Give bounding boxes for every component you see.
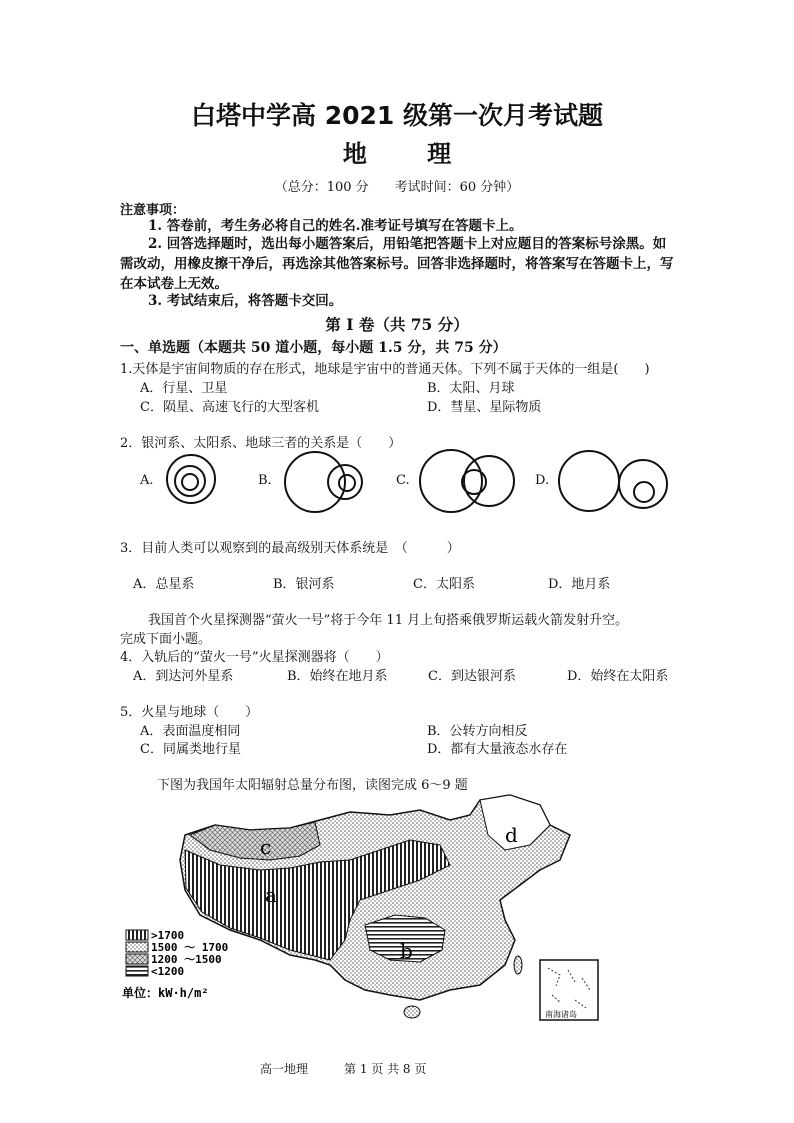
q2-option-a: A. xyxy=(140,473,154,488)
q1-stem: 1.天体是宇宙间物质的存在形式，地球是宇宙中的普通天体。下列不属于天体的一组是( ) xyxy=(120,362,650,377)
map-label-d: d xyxy=(505,823,518,847)
diagram-c-circles xyxy=(420,450,514,512)
notice-item-1: 1. 答卷前，考生务必将自己的姓名.准考证号填写在答题卡上。 xyxy=(148,218,523,234)
q4-option-a: A．到达河外星系 xyxy=(133,669,234,684)
map-intro: 下图为我国年太阳辐射总量分布图，读图完成 6～9 题 xyxy=(157,778,468,793)
footer-subject: 高一地理 xyxy=(260,1062,309,1076)
taiwan-island xyxy=(514,956,522,974)
south-china-sea-inset xyxy=(540,960,598,1020)
exam-title: 白塔中学高 2021 级第一次月考试题 xyxy=(191,101,603,130)
q4-option-d: D．始终在太阳系 xyxy=(567,669,669,684)
notice-item-2: 2. 回答选择题时，选出每小题答案后，用铅笔把答题卡上对应题目的答案标号涂黑。如需改动，用橡皮擦干净后，再选涂其他答案标号。回答非选择题时，将答案写在答题卡上，写在本试卷上无效。 xyxy=(120,236,674,292)
q4-option-c: C．到达银河系 xyxy=(428,669,516,684)
china-solar-radiation-map xyxy=(120,790,620,1030)
q5-option-b: B．公转方向相反 xyxy=(427,724,528,739)
q2-option-b: B. xyxy=(258,473,272,488)
q3-option-d: D．地月系 xyxy=(548,577,611,592)
diagram-b-circles xyxy=(285,452,362,512)
notice-heading: 注意事项： xyxy=(120,203,186,218)
q1-option-b: B．太阳、月球 xyxy=(427,381,515,396)
q5-option-a: A．表面温度相同 xyxy=(140,724,241,739)
q5-option-c: C．同属类地行星 xyxy=(140,742,241,757)
q1-option-c: C．陨星、高速飞行的大型客机 xyxy=(140,400,319,415)
hainan-island xyxy=(404,1006,420,1018)
map-label-c: c xyxy=(260,835,272,859)
map-legend xyxy=(122,929,228,1000)
legend-unit: 单位：kW·h/m² xyxy=(122,986,209,1000)
q1-option-d: D．彗星、星际物质 xyxy=(427,400,542,415)
q4-stem: 4．入轨后的“萤火一号”火星探测器将（ ） xyxy=(120,650,389,665)
exam-meta: （总分：100 分 考试时间：60 分钟） xyxy=(274,180,520,195)
diagram-d-circles xyxy=(559,451,667,511)
legend-item-1: >1700 xyxy=(151,929,185,942)
material-line-2: 完成下面小题。 xyxy=(120,632,212,647)
q1-option-a: A．行星、卫星 xyxy=(140,381,228,396)
q3-option-a: A．总星系 xyxy=(133,577,195,592)
footer-page-number: 第 1 页 共 8 页 xyxy=(344,1062,427,1076)
q2-stem: 2．银河系、太阳系、地球三者的关系是（ ） xyxy=(120,436,402,451)
legend-item-3: 1200 ～1500 xyxy=(151,953,222,966)
part-one-heading: 一、单选题（本题共 50 道小题，每小题 1.5 分，共 75 分） xyxy=(120,340,507,356)
q3-option-b: B．银河系 xyxy=(273,577,335,592)
subject-title: 地 理 xyxy=(342,140,478,168)
q5-option-d: D．都有大量液态水存在 xyxy=(427,742,568,757)
notice-item-3: 3. 考试结束后，将答题卡交回。 xyxy=(148,293,343,309)
q3-option-c: C．太阳系 xyxy=(413,577,475,592)
q3-stem: 3．目前人类可以观察到的最高级别天体系统是 （ ） xyxy=(120,541,460,556)
diagram-a-nested-circles xyxy=(167,455,215,503)
section-title: 第 Ⅰ 卷（共 75 分） xyxy=(325,315,469,334)
q5-stem: 5．火星与地球（ ） xyxy=(120,705,259,720)
legend-item-2: 1500 ～ 1700 xyxy=(151,941,229,954)
inset-label: 南海诸岛 xyxy=(545,1010,577,1019)
q2-option-c: C. xyxy=(396,473,410,488)
map-label-b: b xyxy=(400,939,413,963)
material-line-1: 我国首个火星探测器“萤火一号”将于今年 11 月上旬搭乘俄罗斯运载火箭发射升空。 xyxy=(148,613,629,628)
q2-option-d: D. xyxy=(535,473,550,488)
legend-item-4: <1200 xyxy=(151,965,185,978)
q4-option-b: B．始终在地月系 xyxy=(287,669,388,684)
map-label-a: a xyxy=(265,883,277,907)
